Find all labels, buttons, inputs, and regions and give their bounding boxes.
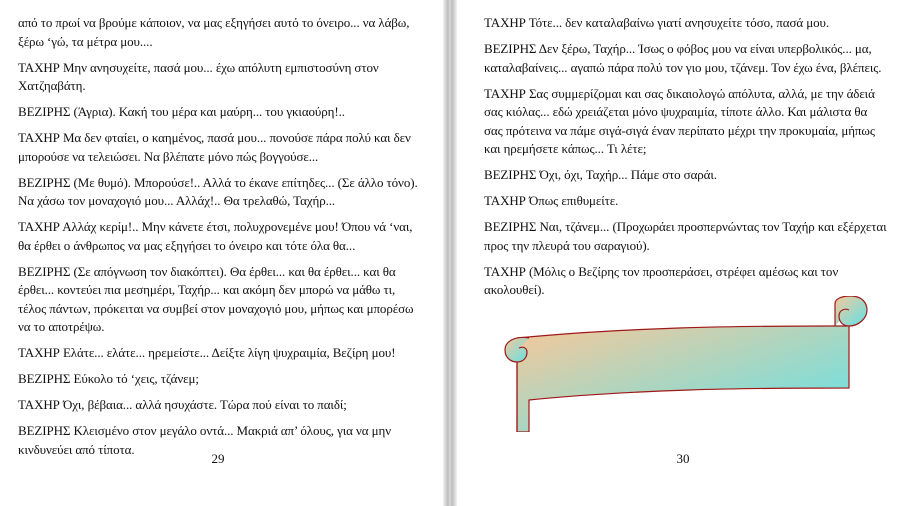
- scroll-body: [517, 326, 849, 432]
- paragraph: ΒΕΖΙΡΗΣ Εύκολο τό ‘χεις, τζάνεμ;: [18, 371, 199, 386]
- scroll-outline-group: [505, 296, 867, 432]
- paragraph: ΤΑΧΗΡ (Μόλις ο Βεζίρης τον προσπεράσει, στρέφει αμέσως και τον ακολουθεί).: [484, 263, 839, 297]
- paragraph: ΤΑΧΗΡ Μην ανησυχείτε, πασά μου... έχω απόλυτη εμπιστοσύνη στον Χατζηαβάτη.: [18, 59, 379, 93]
- left-page-text: [18, 14, 420, 467]
- scroll-banner-shape: [499, 296, 869, 432]
- paragraph: ΒΕΖΙΡΗΣ (Σε απόγνωση τον διακόπτει). Θα έρθει... και θα έρθει... και θα έρθει... κοντεύει πια μεσημέρι, Ταχήρ... και ακόμη δεν μπορώ να μάθω τι, τέλος πάντων, πρόκειται να συμβεί στον μοναχογιό μου, μήπως και μπορέσω να το αποτρέψω.: [18, 263, 414, 334]
- paragraph: ΤΑΧΗΡ Μα δεν φταίει, ο καημένος, πασά μου... πονούσε πάρα πολύ και δεν μπορούσε να τελειώσει. Να βλέπατε μόνο πώς βογγούσε...: [18, 130, 411, 164]
- scroll-left-curl: [505, 338, 529, 363]
- paragraph: ΤΑΧΗΡ Όχι, βέβαια... αλλά ησυχάστε. Τώρα πού είναι το παιδί;: [18, 397, 347, 412]
- paragraph: ΒΕΖΙΡΗΣ Όχι, όχι, Ταχήρ... Πάμε στο σαράι.: [484, 167, 717, 182]
- paragraph: ΤΑΧΗΡ Σας συμμερίζομαι και σας δικαιολογώ απόλυτα, αλλά, με την άδειά σας κιόλας... εδώ χρειάζεται μόνο ψυχραιμία, τίποτε άλλο. Και μάλιστα θα σας πρότεινα να πάμε σιγά-σιγά έναν περίπατο μέχρι την προκυμαία, μήπως και ηρεμήσετε κάπως... Τι λέτε;: [484, 85, 875, 156]
- paragraph: ΤΑΧΗΡ Αλλάχ κερίμ!.. Μην κάνετε έτσι, πολυχρονεμένε μου! Όπου νά ‘ναι, θα έρθει ο άνθρωπος να μας εξηγήσει το όνειρο και τότε όλα θα...: [18, 219, 413, 253]
- scroll-right-curl: [835, 296, 867, 326]
- book-gutter: [443, 0, 457, 506]
- paragraph: ΤΑΧΗΡ Τότε... δεν καταλαβαίνω γιατί ανησυχείτε τόσο, πασά μου.: [484, 15, 830, 30]
- paragraph: ΤΑΧΗΡ Όπως επιθυμείτε.: [484, 193, 619, 208]
- paragraph: ΒΕΖΙΡΗΣ Κλεισμένο στον μεγάλο οντά... Μακριά απ’ όλους, για να μην κινδυνεύει από τίποτα.: [18, 423, 391, 457]
- paragraph: ΒΕΖΙΡΗΣ Ναι, τζάνεμ... (Προχωράει προσπερνώντας τον Ταχήρ και εξέρχεται προς την πλευρά του σαραγιού).: [484, 219, 887, 253]
- page-number: 30: [676, 451, 690, 466]
- right-page-text: [484, 14, 889, 307]
- paragraph: από το πρωί να βρούμε κάποιον, να μας εξηγήσει αυτό το όνειρο... να λάβω, ξέρω ‘γώ, τα μέτρα μου....: [18, 15, 410, 49]
- paragraph: ΒΕΖΙΡΗΣ Δεν ξέρω, Ταχήρ... Ίσως ο φόβος μου να είναι υπερβολικός... μα, καταλαβαίνεις... αγαπώ πάρα πολύ τον γιο μου, τζάνεμ. Τον έχω ένα, βλέπεις.: [484, 41, 882, 75]
- left-page: [0, 0, 443, 506]
- paragraph: ΒΕΖΙΡΗΣ (Άγρια). Κακή του μέρα και μαύρη... του γκιαούρη!..: [18, 104, 345, 119]
- page-number: 29: [211, 451, 225, 466]
- paragraph: ΤΑΧΗΡ Ελάτε... ελάτε... ηρεμείστε... Δείξτε λίγη ψυχραιμία, Βεζίρη μου!: [18, 345, 396, 360]
- paragraph: ΒΕΖΙΡΗΣ (Με θυμό). Μπορούσε!.. Αλλά το έκανε επίτηδες... (Σε άλλο τόνο). Να χάσω τον μοναχογιό μου... Αλλάχ!.. Θα τρελαθώ, Ταχήρ...: [18, 174, 418, 208]
